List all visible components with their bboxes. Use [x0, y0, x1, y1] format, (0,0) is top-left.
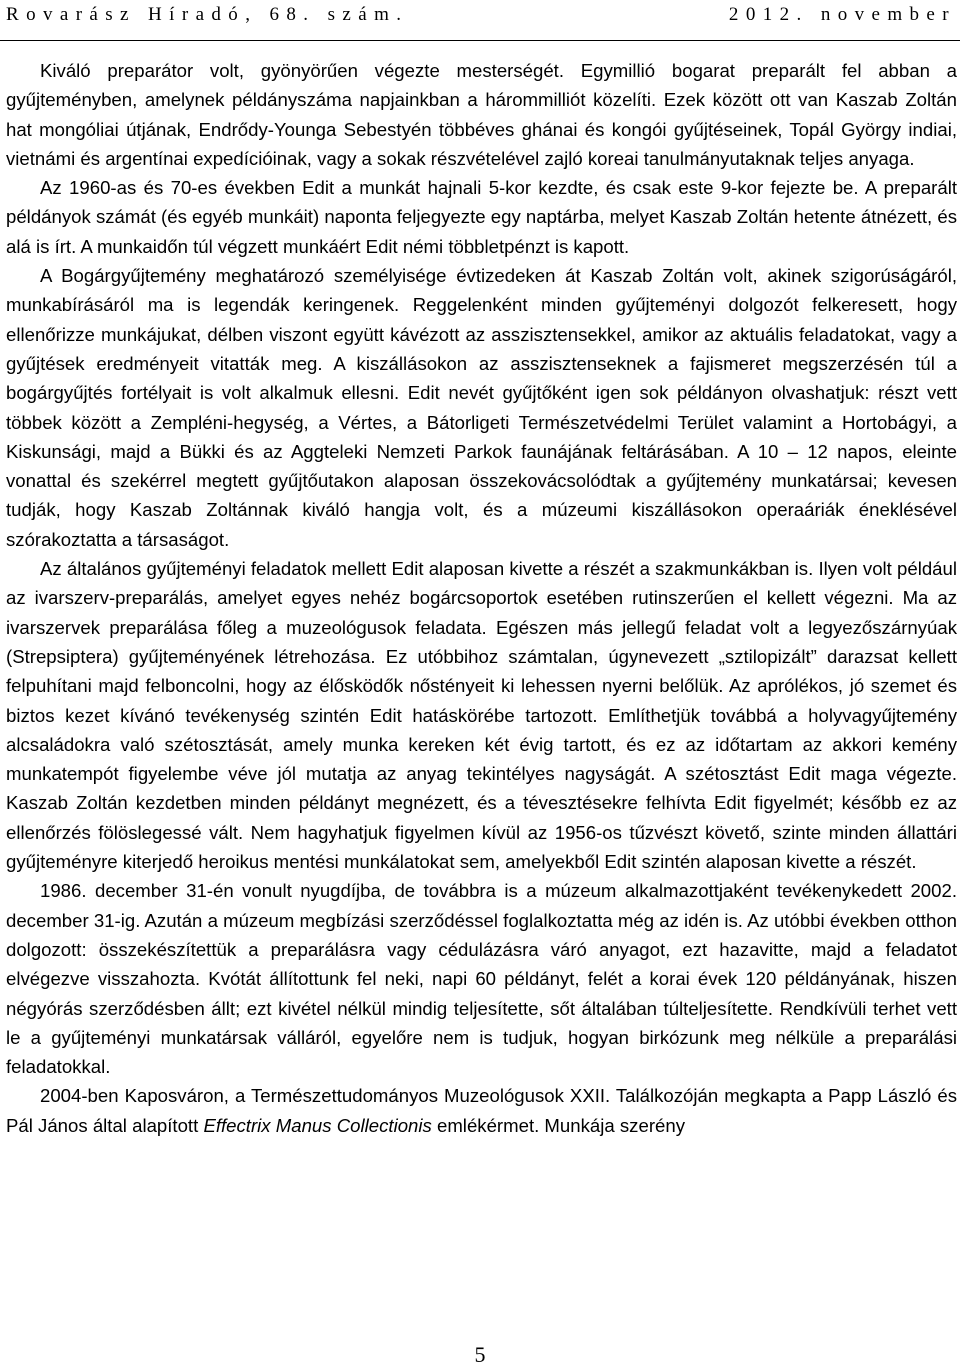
paragraph-text: 2004-ben Kaposváron, a Természettudományos Muzeológusok XXII. Találkozóján megkapta a Papp László és Pál János által alapított — [6, 1085, 957, 1136]
header-journal-title: Rovarász Híradó, 68. szám. — [6, 4, 409, 25]
page-number: 5 — [474, 1342, 486, 1367]
article-body — [6, 56, 957, 1140]
running-header — [0, 0, 960, 41]
paragraph: Az 1960-as és 70-es években Edit a munkát hajnali 5-kor kezdte, és csak este 9-kor fejezte be. A preparált példányok számát (és egyéb munkáit) naponta feljegyezte egy naptárba, melyet Kaszab Zoltán hetente átnézett, és alá is írt. A munkaidőn túl végzett munkáért Edit némi többletpénzt is kapott. — [6, 177, 957, 257]
paragraph: 1986. december 31-én vonult nyugdíjba, de továbbra is a múzeum alkalmazottjaként tevékenykedett 2002. december 31-ig. Azután a múzeum megbízási szerződéssel foglalkoztatta még az idén is. Az utóbbi években otthon dolgozott: összekészítettük a preparálásra vagy cédulázásra váró anyagot, ezt hazavitte, majd a feladatot elvégezve visszahozta. Kvótát állítottunk fel neki, napi 60 példányt, felét a korai évek 120 példányának, hiszen négyórás szerződésben állt; ezt kivétel nélkül mindig teljesítette, sőt általában túlteljesítette. Rendkívüli terhet vett le a gyűjteményi munkatársak válláról, egyelőre nem is tudjuk, hogyan birkózunk meg nélküle a preparálási feladatokkal. — [6, 880, 957, 1078]
paragraph-text: emlékérmet. Munkája szerény — [431, 1114, 685, 1136]
header-issue-date: 2012. november — [728, 4, 956, 25]
award-name: Effectrix Manus Collectionis — [203, 1114, 432, 1136]
paragraph: Az általános gyűjteményi feladatok mellett Edit alaposan kivette a részét a szakmunkákban is. Ilyen volt például az ivarszerv-preparálás, amelyet egyes nehéz bogárcsoportok esetében rutinszerűen el kellett végezni. Ma az ivarszervek preparálása főleg a muzeológusok feladata. Egészen más jellegű feladat volt a legyezőszárnyúak (Strepsiptera) gyűjteményének létrehozása. Ez utóbbihoz számtalan, úgynevezett „sztilopizált” darazsat kellett felpuhítani majd felboncolni, hogy az élősködők nőstényeit ki lehessen nyerni belőlük. Az aprólékos, jó szemet és biztos kezet kívánó tevékenység szintén Edit hatáskörébe tartozott. Említhetjük továbbá a holyvagyűjtemény alcsaládokra való szétosztását, amely munka kereken két évig tartott, és ez az időtartam az akkori kemény munkatempót figyelembe véve jól mutatja az anyag tekintélyes nagyságát. A szétosztást Edit maga végezte. Kaszab Zoltán kezdetben minden példányt megnézett, és a tévesztésekre felhívta Edit figyelmét; később ez az ellenőrzés fölöslegessé vált. Nem hagyhatjuk figyelmen kívül az 1956-os tűzvészt követő, szinte minden állattári gyűjteményre kiterjedő heroikus mentési munkálatokat sem, amelyekből Edit szintén alaposan kivette a részét. — [6, 558, 957, 873]
paragraph: Kiváló preparátor volt, gyönyörűen végezte mesterségét. Egymillió bogarat preparált fel abban a gyűjteményben, amelynek példányszáma napjainkban a hárommilliót közelíti. Ezek között ott van Kaszab Zoltán hat mongóliai útjának, Endrődy-Younga Sebestyén többéves ghánai és kongói gyűjtéseinek, Topál György indiai, vietnámi és argentínai expedícióinak, vagy a sokak részvételével zajló koreai tanulmányutaknak teljes anyaga. — [6, 60, 957, 169]
paragraph: A Bogárgyűjtemény meghatározó személyisége évtizedeken át Kaszab Zoltán volt, akinek szigorúságáról, munkabírásáról ma is legendák keringenek. Reggelenként minden gyűjteményi dolgozót felkeresett, hogy ellenőrizze munkájukat, délben viszont együtt kávézott az asszisztensekkel, amikor az aktuális feladatokat, vagy a gyűjtések eredményeit vitatták meg. A kiszállásokon az asszisztenseknek a fajismeret megszerzésén túl a bogárgyűjtés fortélyait is volt alkalmuk ellesni. Edit nevét gyűjtőként igen sok példányon olvashatjuk: részt vett többek között a Zempléni-hegység, a Vértes, a Bátorligeti Természetvédelmi Terület valamint a Hortobágyi, a Kiskunsági, majd a Bükki és az Aggteleki Nemzeti Parkok faunájának feltárásában. A 10 – 12 napos, eleinte vonattal és szekérrel megtett gyűjtőutakon alaposan összekovácsolódtak a gyűjtemény munkatársai; kevesen tudják, hogy Kaszab Zoltánnak kiváló hangja volt, és a múzeumi kiszállásokon operaáriák éneklésével szórakoztatta a társaságot. — [6, 265, 957, 550]
paragraph-last — [6, 1081, 957, 1140]
